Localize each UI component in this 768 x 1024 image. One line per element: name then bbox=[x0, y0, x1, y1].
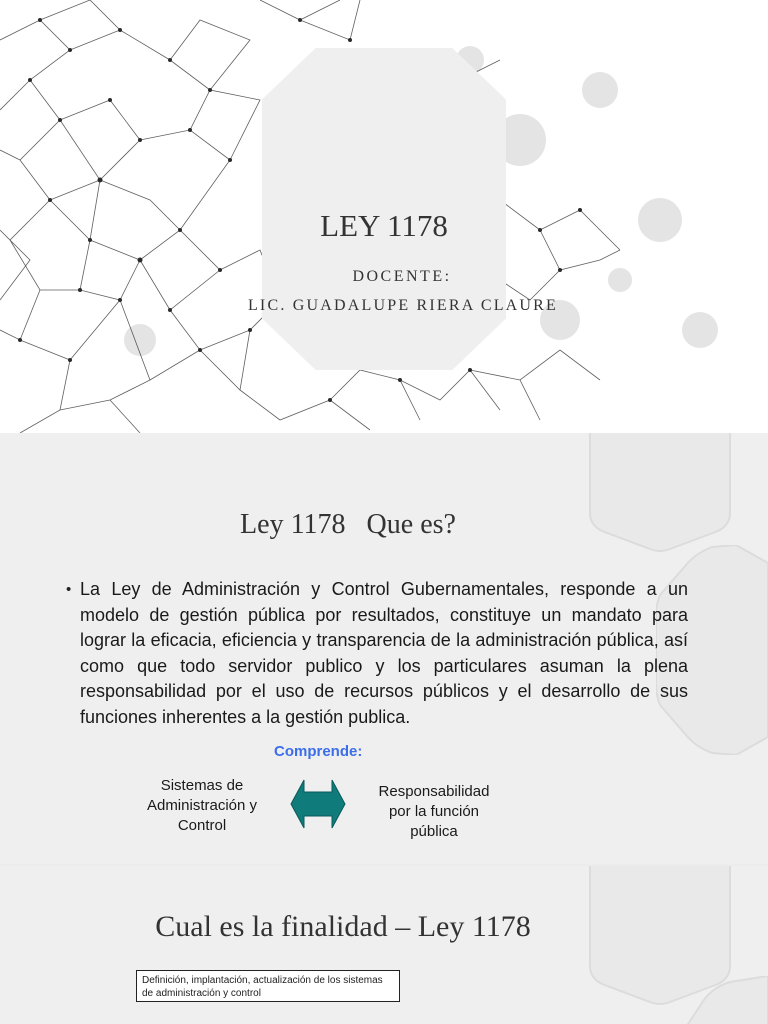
comprende-label: Comprende: bbox=[274, 743, 363, 760]
decorative-hexagon bbox=[680, 976, 768, 1024]
slide-title: LEY 1178 bbox=[320, 208, 448, 243]
bullet-marker: • bbox=[66, 581, 72, 598]
finalidad-slide bbox=[0, 866, 768, 1024]
que-es-slide bbox=[0, 433, 768, 864]
bullet-text: La Ley de Administración y Control Gubernamentales, responde a un modelo de gestión pública por resultados, constituye un mandato para lograr la eficacia, eficiencia y transparencia de la administración pública, así como que todo servidor publico y los particulares asuman la plena responsabilidad por el uso de recursos públicos y el desarrollo de sus funciones inherentes a la gestión publica. bbox=[80, 579, 688, 727]
slide-title: Cual es la finalidad – Ley 1178 bbox=[155, 910, 531, 943]
double-arrow-icon bbox=[290, 779, 346, 829]
left-concept: Sistemas de Administración y Control bbox=[146, 777, 258, 834]
docente-name: LIC. GUADALUPE RIERA CLAURE bbox=[247, 297, 559, 314]
title-slide bbox=[0, 0, 768, 433]
docente-label: DOCENTE: bbox=[352, 268, 452, 285]
right-concept: Responsabilidad por la función pública bbox=[378, 783, 490, 840]
slide-title: Ley 1178 Que es? bbox=[240, 509, 456, 540]
definition-box: Definición, implantación, actualización de los sistemas de administración y control bbox=[136, 970, 400, 1002]
